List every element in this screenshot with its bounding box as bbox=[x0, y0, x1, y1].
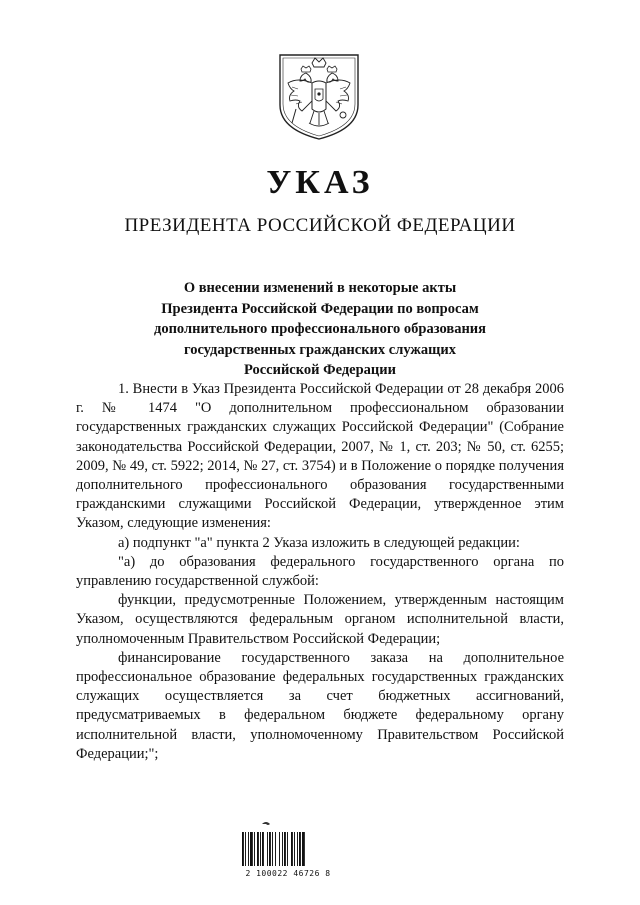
paragraph-functions: функции, предусмотренные Положением, утвержденным настоящим Указом, осуществляются федеральным органом исполнительной власти, уполномоченным Правительством Российской Федерации; bbox=[76, 592, 564, 647]
double-headed-eagle-icon bbox=[276, 49, 362, 143]
paragraph-subitem-a: а) подпункт "а" пункта 2 Указа изложить в следующей редакции: bbox=[118, 534, 520, 551]
heading-line: Российской Федерации bbox=[243, 362, 396, 378]
heading-line: дополнительного профессионального образования bbox=[153, 321, 486, 337]
coat-of-arms-emblem bbox=[276, 49, 362, 143]
paragraph-financing: финансирование государственного заказа на дополнительное профессиональное образование федеральных государственных гражданских служащих осуществляется за счет бюджетных ассигнований, предусматриваемых в федеральном бюджете федеральному органу исполнительной власти, уполномоченному Правительством Российской Федерации;"; bbox=[76, 649, 564, 762]
heading-line: государственных гражданских служащих bbox=[183, 341, 457, 358]
barcode-icon bbox=[238, 818, 330, 868]
paragraph-item-1: 1. Внести в Указ Президента Российской Федерации от 28 декабря 2006 г. № 1474 "О дополнительном профессиональном образовании государственных гражданских служащих Российской Федерации" (Собрание законодательства Российской Федерации, 2007, № 1, ст. 203; № 50, ст. 6255; 2009, № 49, ст. 5922; 2014, № 27, ст. 3754) и в Положение о порядке получения дополнительного профессионального образования государственными гражданскими служащими Российской Федерации, утвержденное этим Указом, следующие изменения: bbox=[76, 381, 564, 532]
heading-line: О внесении изменений в некоторые акты bbox=[183, 280, 457, 296]
heading-line: Президента Российской Федерации по вопросам bbox=[161, 300, 479, 317]
barcode-number: 2 100022 46726 8 bbox=[245, 869, 331, 878]
document-title: УКАЗ bbox=[266, 164, 374, 201]
paragraph-quoted-a: "а) до образования федерального государственного органа по управлению государственной службой: bbox=[76, 553, 564, 590]
document-subtitle: ПРЕЗИДЕНТА РОССИЙСКОЙ ФЕДЕРАЦИИ bbox=[124, 215, 516, 236]
document-body bbox=[76, 380, 564, 764]
document-heading bbox=[100, 278, 540, 381]
